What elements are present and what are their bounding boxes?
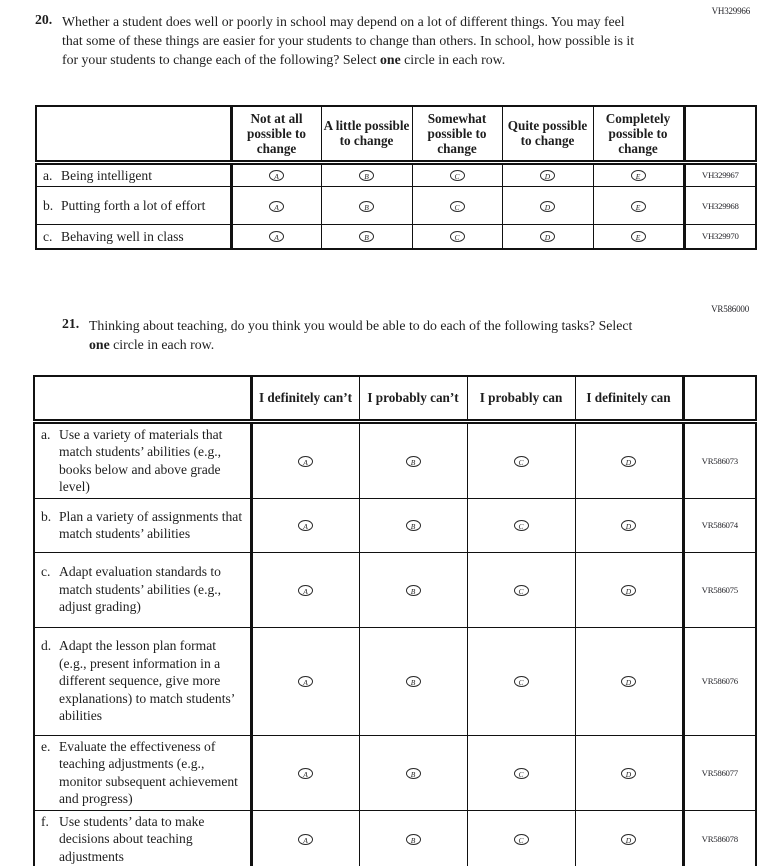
- option-cell: [467, 421, 575, 498]
- row-label-cell: [34, 735, 251, 810]
- option-cell: [467, 627, 575, 735]
- option-circle-c[interactable]: C: [450, 231, 465, 242]
- question-20-number: 20.: [35, 12, 53, 27]
- row-label-cell: [36, 225, 231, 249]
- table-21-header-row: [34, 376, 756, 421]
- option-circle-c[interactable]: C: [514, 456, 529, 467]
- question-21-table: [33, 375, 757, 866]
- option-circle-d[interactable]: D: [621, 834, 636, 845]
- option-circle-c[interactable]: C: [514, 520, 529, 531]
- option-circle-b[interactable]: B: [359, 201, 374, 212]
- table-20-header-col: Not at all possible to change: [231, 106, 321, 162]
- question-20-prompt-start: Whether a student does well or poorly in school may depend on a lot of different things. You may feel that some of these things are easier for your students to change than others. In school, how possible is it for your students to change each of the following? Select: [62, 14, 635, 67]
- row-label: Putting forth a lot of effort: [61, 197, 206, 213]
- option-circle-b[interactable]: B: [359, 170, 374, 181]
- option-cell: [231, 187, 321, 225]
- option-cell: [575, 498, 683, 552]
- row-letter: d.: [41, 638, 52, 654]
- option-cell: [593, 225, 684, 249]
- row-code: VR586076: [683, 627, 756, 735]
- option-cell: [502, 225, 593, 249]
- row-code: VH329970: [684, 225, 756, 249]
- question-20-prompt-end: circle in each row.: [400, 52, 506, 67]
- option-cell: [251, 735, 359, 810]
- option-cell: [575, 627, 683, 735]
- option-cell: [467, 498, 575, 552]
- table-21-header-col: I definitely can’t: [251, 376, 359, 421]
- row-label: Plan a variety of assignments that match students’ abilities: [59, 508, 243, 541]
- row-label-cell: [34, 810, 251, 866]
- option-cell: [251, 627, 359, 735]
- option-circle-d[interactable]: D: [621, 520, 636, 531]
- row-letter: e.: [41, 738, 51, 754]
- row-letter: c.: [43, 228, 53, 244]
- table-20-header-code-empty: [684, 106, 756, 162]
- option-circle-e[interactable]: E: [631, 201, 646, 212]
- option-circle-a[interactable]: A: [298, 585, 313, 596]
- option-cell: [251, 810, 359, 866]
- option-circle-a[interactable]: A: [298, 456, 313, 467]
- option-cell: [359, 810, 467, 866]
- option-circle-a[interactable]: A: [298, 834, 313, 845]
- option-cell: [251, 498, 359, 552]
- question-21-prompt: [89, 316, 654, 354]
- option-cell: [467, 810, 575, 866]
- option-cell: [412, 225, 502, 249]
- option-circle-d[interactable]: D: [540, 170, 555, 181]
- option-cell: [412, 162, 502, 187]
- table-row: [34, 498, 756, 552]
- row-letter: a.: [41, 426, 51, 442]
- row-label: Adapt the lesson plan format (e.g., present information in a different sequence, give more explanations) to match students’ abilities: [59, 638, 235, 724]
- question-20-code: VH329966: [711, 6, 750, 16]
- table-row: [34, 627, 756, 735]
- option-circle-c[interactable]: C: [450, 201, 465, 212]
- row-label-cell: [36, 187, 231, 225]
- table-20-header-col: Completely possible to change: [593, 106, 684, 162]
- option-cell: [502, 162, 593, 187]
- option-cell: [321, 225, 412, 249]
- option-circle-c[interactable]: C: [514, 676, 529, 687]
- row-label: Adapt evaluation standards to match students’ abilities (e.g., adjust grading): [59, 564, 222, 615]
- option-circle-c[interactable]: C: [450, 170, 465, 181]
- option-cell: [412, 187, 502, 225]
- row-label-cell: [34, 498, 251, 552]
- row-code: VR586075: [683, 552, 756, 627]
- option-cell: [593, 187, 684, 225]
- question-20-prompt: [62, 12, 635, 69]
- table-row: [34, 421, 756, 498]
- row-label-cell: [34, 421, 251, 498]
- option-circle-d[interactable]: D: [621, 676, 636, 687]
- option-cell: [467, 552, 575, 627]
- table-21-header-code-empty: [683, 376, 756, 421]
- option-cell: [575, 810, 683, 866]
- option-circle-a[interactable]: A: [269, 201, 284, 212]
- option-cell: [502, 187, 593, 225]
- row-label-cell: [34, 627, 251, 735]
- row-label: Use a variety of materials that match students’ abilities (e.g., books below and above grade level): [59, 426, 223, 494]
- question-21: [62, 316, 662, 354]
- option-circle-d[interactable]: D: [621, 456, 636, 467]
- row-label: Evaluate the effectiveness of teaching adjustments (e.g., monitor subsequent achievement and progress): [59, 738, 238, 806]
- question-21-code: VR586000: [711, 304, 749, 314]
- row-code: VH329968: [684, 187, 756, 225]
- table-21-header-col: I probably can’t: [359, 376, 467, 421]
- option-circle-d[interactable]: D: [621, 585, 636, 596]
- option-circle-a[interactable]: A: [269, 170, 284, 181]
- option-cell: [321, 187, 412, 225]
- question-21-number: 21.: [62, 316, 80, 331]
- option-cell: [321, 162, 412, 187]
- option-cell: [575, 421, 683, 498]
- table-20-header-row: [36, 106, 756, 162]
- option-cell: [359, 627, 467, 735]
- row-label: Use students’ data to make decisions about teaching adjustments: [59, 813, 205, 864]
- table-20-header-col: Somewhat possible to change: [412, 106, 502, 162]
- option-circle-d[interactable]: D: [540, 201, 555, 212]
- option-circle-c[interactable]: C: [514, 834, 529, 845]
- option-circle-c[interactable]: C: [514, 585, 529, 596]
- option-circle-c[interactable]: C: [514, 768, 529, 779]
- option-cell: [231, 162, 321, 187]
- table-row: [34, 810, 756, 866]
- option-cell: [575, 552, 683, 627]
- table-21-header-empty: [34, 376, 251, 421]
- table-20-header-col: Quite possible to change: [502, 106, 593, 162]
- option-circle-a[interactable]: A: [298, 676, 313, 687]
- option-circle-b[interactable]: B: [406, 676, 421, 687]
- row-label-cell: [36, 162, 231, 187]
- table-20-header-col: A little possible to change: [321, 106, 412, 162]
- table-row: [34, 735, 756, 810]
- option-circle-b[interactable]: B: [406, 456, 421, 467]
- question-21-prompt-start: Thinking about teaching, do you think you would be able to do each of the following tasks? Select: [89, 318, 633, 333]
- row-letter: a.: [43, 167, 53, 183]
- option-cell: [231, 225, 321, 249]
- question-21-prompt-bold: one: [89, 337, 110, 352]
- row-label: Being intelligent: [61, 167, 152, 183]
- row-code: VR586073: [683, 421, 756, 498]
- option-cell: [251, 421, 359, 498]
- row-letter: f.: [41, 813, 49, 829]
- option-circle-e[interactable]: E: [631, 170, 646, 181]
- row-label-cell: [34, 552, 251, 627]
- option-cell: [251, 552, 359, 627]
- option-circle-b[interactable]: B: [359, 231, 374, 242]
- row-code: VR586077: [683, 735, 756, 810]
- table-row: [36, 162, 756, 187]
- row-letter: b.: [43, 197, 54, 213]
- option-cell: [593, 162, 684, 187]
- option-circle-d[interactable]: D: [540, 231, 555, 242]
- table-row: [36, 187, 756, 225]
- table-20-header-empty: [36, 106, 231, 162]
- option-circle-b[interactable]: B: [406, 520, 421, 531]
- table-row: [36, 225, 756, 249]
- option-cell: [359, 735, 467, 810]
- question-20-prompt-bold: one: [380, 52, 401, 67]
- option-cell: [359, 552, 467, 627]
- row-label: Behaving well in class: [61, 228, 184, 244]
- option-circle-d[interactable]: D: [621, 768, 636, 779]
- option-circle-a[interactable]: A: [269, 231, 284, 242]
- option-circle-a[interactable]: A: [298, 768, 313, 779]
- row-code: VH329967: [684, 162, 756, 187]
- option-circle-e[interactable]: E: [631, 231, 646, 242]
- table-21-header-col: I definitely can: [575, 376, 683, 421]
- option-cell: [359, 421, 467, 498]
- option-cell: [359, 498, 467, 552]
- row-code: VR586078: [683, 810, 756, 866]
- row-code: VR586074: [683, 498, 756, 552]
- option-cell: [575, 735, 683, 810]
- option-circle-b[interactable]: B: [406, 585, 421, 596]
- row-letter: b.: [41, 508, 52, 524]
- table-21-header-col: I probably can: [467, 376, 575, 421]
- row-letter: c.: [41, 564, 51, 580]
- option-circle-a[interactable]: A: [298, 520, 313, 531]
- table-row: [34, 552, 756, 627]
- option-circle-b[interactable]: B: [406, 768, 421, 779]
- question-20-table: [35, 105, 757, 250]
- option-cell: [467, 735, 575, 810]
- option-circle-b[interactable]: B: [406, 834, 421, 845]
- question-21-prompt-end: circle in each row.: [109, 337, 215, 352]
- question-20: [35, 12, 635, 69]
